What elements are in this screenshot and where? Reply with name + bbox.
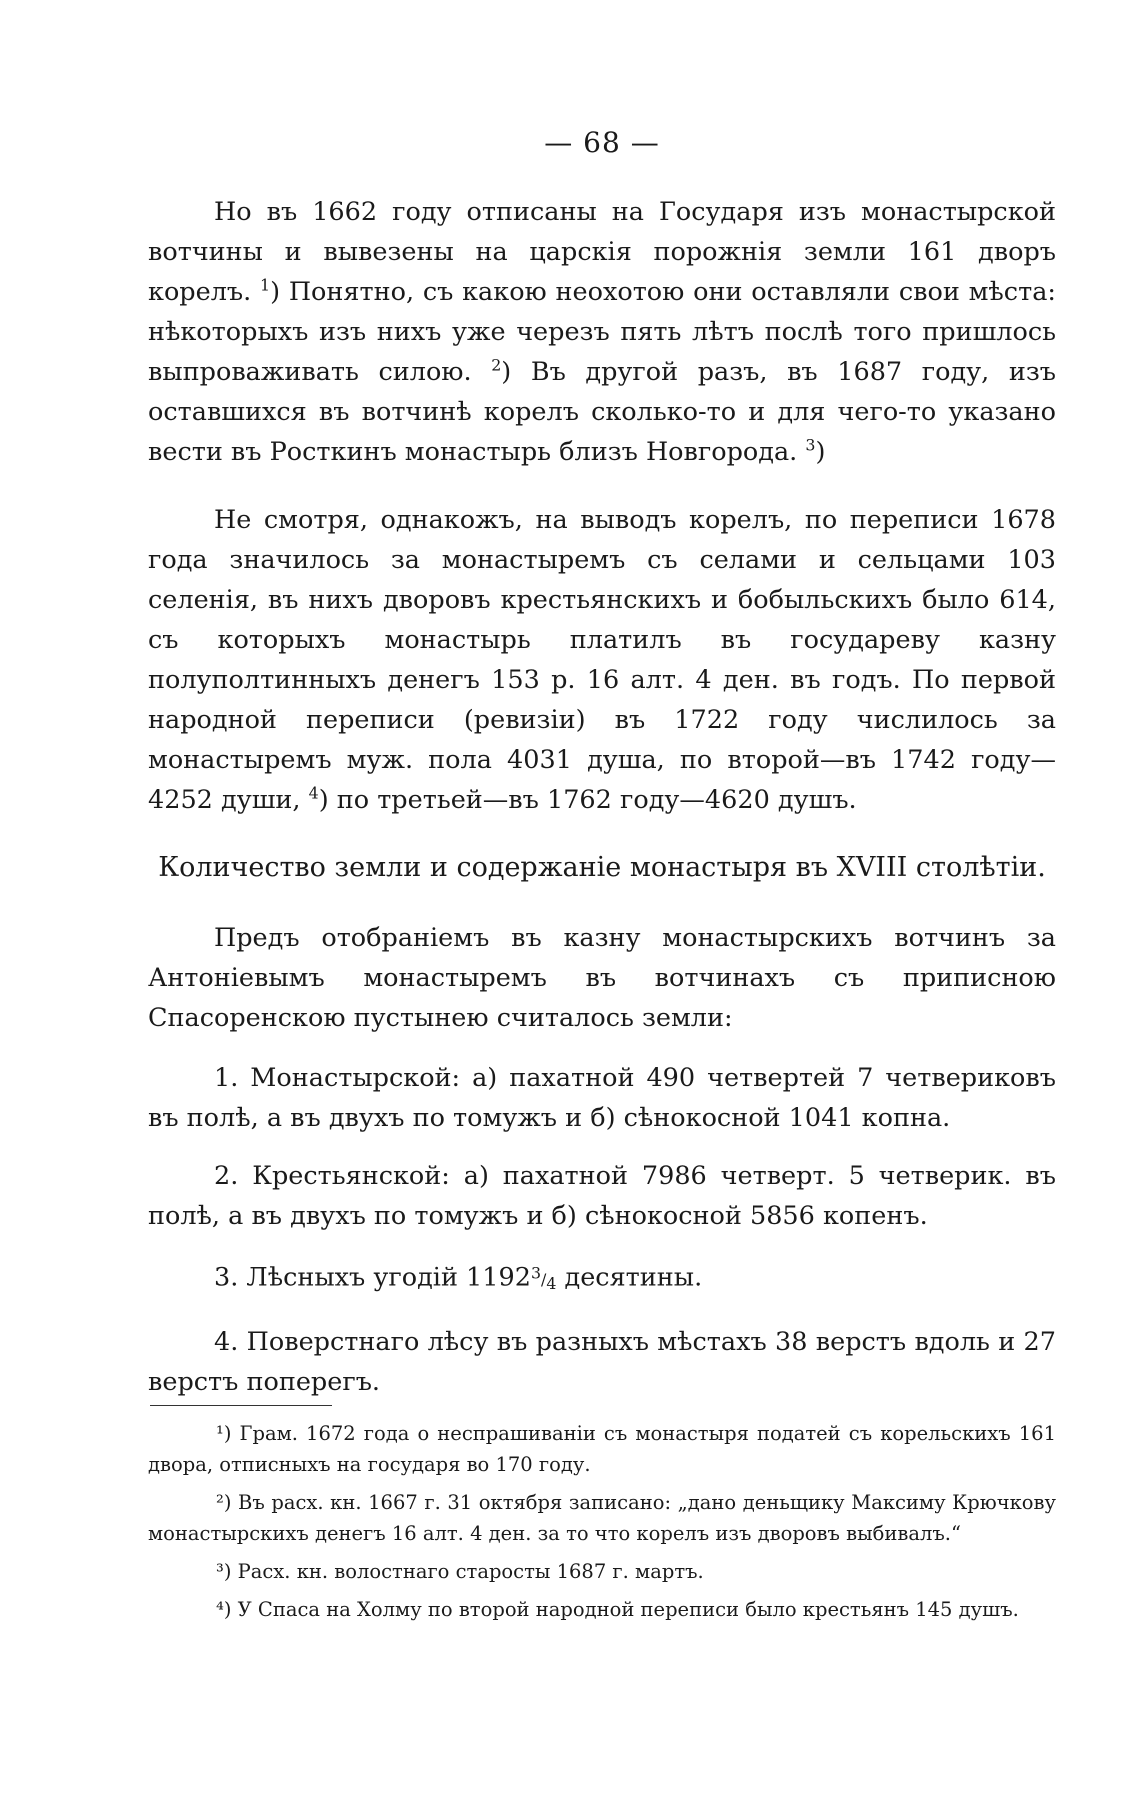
footnote-ref-3[interactable]: 3	[805, 435, 816, 455]
footnote-1	[148, 1418, 1056, 1480]
footnote-mark: ⁴)	[216, 1598, 232, 1621]
list-item-3	[148, 1254, 1056, 1304]
fraction: 3/4	[530, 1264, 557, 1294]
paragraph-1-sentence-2: Понятно, съ какою неохотою они оставляли свои мѣста: нѣкоторыхъ изъ нихъ уже черезъ пять лѣтъ послѣ того пришлось выпроваживать силою.	[148, 277, 1056, 387]
page-number: — 68 —	[544, 126, 660, 159]
footnote-text: У Спаса на Холму по второй народной переписи было крестьянъ 145 душъ.	[237, 1598, 1019, 1621]
list-item-2: 2. Крестьянской: а) пахатной 7986 четверт. 5 четверик. въ полѣ, а въ двухъ по томужъ и б) сѣнокосной 5856 копенъ.	[148, 1161, 1056, 1231]
footnote-ref-2[interactable]: 2	[491, 355, 502, 375]
footnote-ref-4[interactable]: 4	[308, 783, 319, 803]
fraction-numerator: 3	[530, 1264, 542, 1283]
paragraph-1-sentence-3: Въ другой разъ, въ 1687 году, изъ оставшихся въ вотчинѣ корелъ сколько-то и для чего-то указано вести въ Росткинъ монастырь близъ Новгорода.	[148, 357, 1056, 467]
paragraph-1	[148, 192, 1056, 472]
paragraph-2-part-1: Не смотря, однакожъ, на выводъ корелъ, по переписи 1678 года значилось за монастыремъ съ селами и сельцами 103 селенія, въ нихъ дворовъ крестьянскихъ и бобыльскихъ было 614, съ которыхъ монастырь платилъ въ государеву казну полуполтинныхъ денегъ 153 р. 16 алт. 4 ден. въ годъ. По первой народной переписи (ревизіи) въ 1722 году числилось за монастыремъ муж. пола 4031 душа, по второй—въ 1742 году—4252 души,	[148, 505, 1056, 815]
footnote-ref-1[interactable]: 1	[260, 275, 271, 295]
footnote-4	[148, 1594, 1056, 1625]
footnote-mark: ³)	[216, 1560, 232, 1583]
fraction-denominator: 4	[546, 1274, 557, 1294]
paragraph-2-part-2: по третьей—въ 1762 году—4620 душъ.	[336, 785, 857, 815]
list-item-3-suffix: десятины.	[564, 1262, 703, 1293]
paragraph-3	[148, 918, 1056, 1038]
paragraph-2-text: Не смотря, однакожъ, на выводъ корелъ, по переписи 1678 года значилось за монастыремъ съ селами и сельцами 103 селенія, въ нихъ дворовъ крестьянскихъ и бобыльскихъ было 614, съ которыхъ монастырь платилъ въ государеву казну полуполтинныхъ денегъ 153 р. 16 алт. 4 ден. въ годъ. По первой народной переписи (ревизіи) въ 1722 году числилось за монастыремъ муж. пола 4031 душа, по второй—въ 1742 году—4252 души, $^4$) по третьей—въ 1762 году—4620 душъ.	[148, 505, 1056, 815]
footnotes	[148, 1418, 1056, 1625]
list-item-4: 4. Поверстнаго лѣсу въ разныхъ мѣстахъ 38 верстъ вдоль и 27 верстъ поперегъ.	[148, 1327, 1056, 1398]
section-heading: Количество земли и содержаніе монастыря въ XVIII столѣтіи.	[158, 852, 1046, 883]
footnote-2	[148, 1487, 1056, 1549]
list-item-1: 1. Монастырской: а) пахатной 490 четвертей 7 четвериковъ въ полѣ, а въ двухъ по томужъ и б) сѣнокосной 1041 копна.	[148, 1063, 1056, 1133]
footnote-3	[148, 1556, 1056, 1587]
paragraph-1-text: Но въ 1662 году отписаны на Государя изъ монастырской вотчины и вывезены на царскія порожнія земли 161 дворъ корелъ. $^1$) Понятно, съ какою неохотою они оставляли свои мѣста: нѣкоторыхъ изъ нихъ уже черезъ пять лѣтъ послѣ того пришлось выпроваживать силою. $^2$) Въ другой разъ, въ 1687 году, изъ оставшихся въ вотчинѣ корелъ сколько-то и для чего-то указано вести въ Росткинъ монастырь близъ Новгорода. $^3$)	[148, 197, 1056, 467]
paragraph-1-sentence-1: Но въ 1662 году отписаны на Государя изъ монастырской вотчины и вывезены на царскія порожнія земли 161 дворъ корелъ.	[148, 197, 1056, 307]
paragraph-2	[148, 500, 1056, 820]
paragraph-3-text: Предъ отобраніемъ въ казну монастырскихъ вотчинъ за Антоніевымъ монастыремъ въ вотчинахъ съ приписною Спасоренскою пустынею считалось земли:	[148, 923, 1056, 1033]
land-list	[148, 1058, 1056, 1402]
footnote-text: Въ расх. кн. 1667 г. 31 октября записано: „дано деньщику Максиму Крючкову монастырскихъ денегъ 16 алт. 4 ден. за то что корелъ изъ дворовъ выбивалъ.“	[148, 1491, 1056, 1545]
footnote-mark: ²)	[216, 1491, 232, 1514]
footnote-mark: ¹)	[216, 1422, 232, 1445]
footnote-text: Расх. кн. волостнаго старосты 1687 г. мартъ.	[237, 1560, 704, 1583]
footnote-text: Грам. 1672 года о неспрашиваніи съ монастыря податей съ корельскихъ 161 двора, отписныхъ на государя во 170 году.	[148, 1422, 1056, 1476]
list-item-3-prefix: 3. Лѣсныхъ угодій 1192	[214, 1262, 531, 1293]
footnote-divider	[150, 1405, 332, 1406]
